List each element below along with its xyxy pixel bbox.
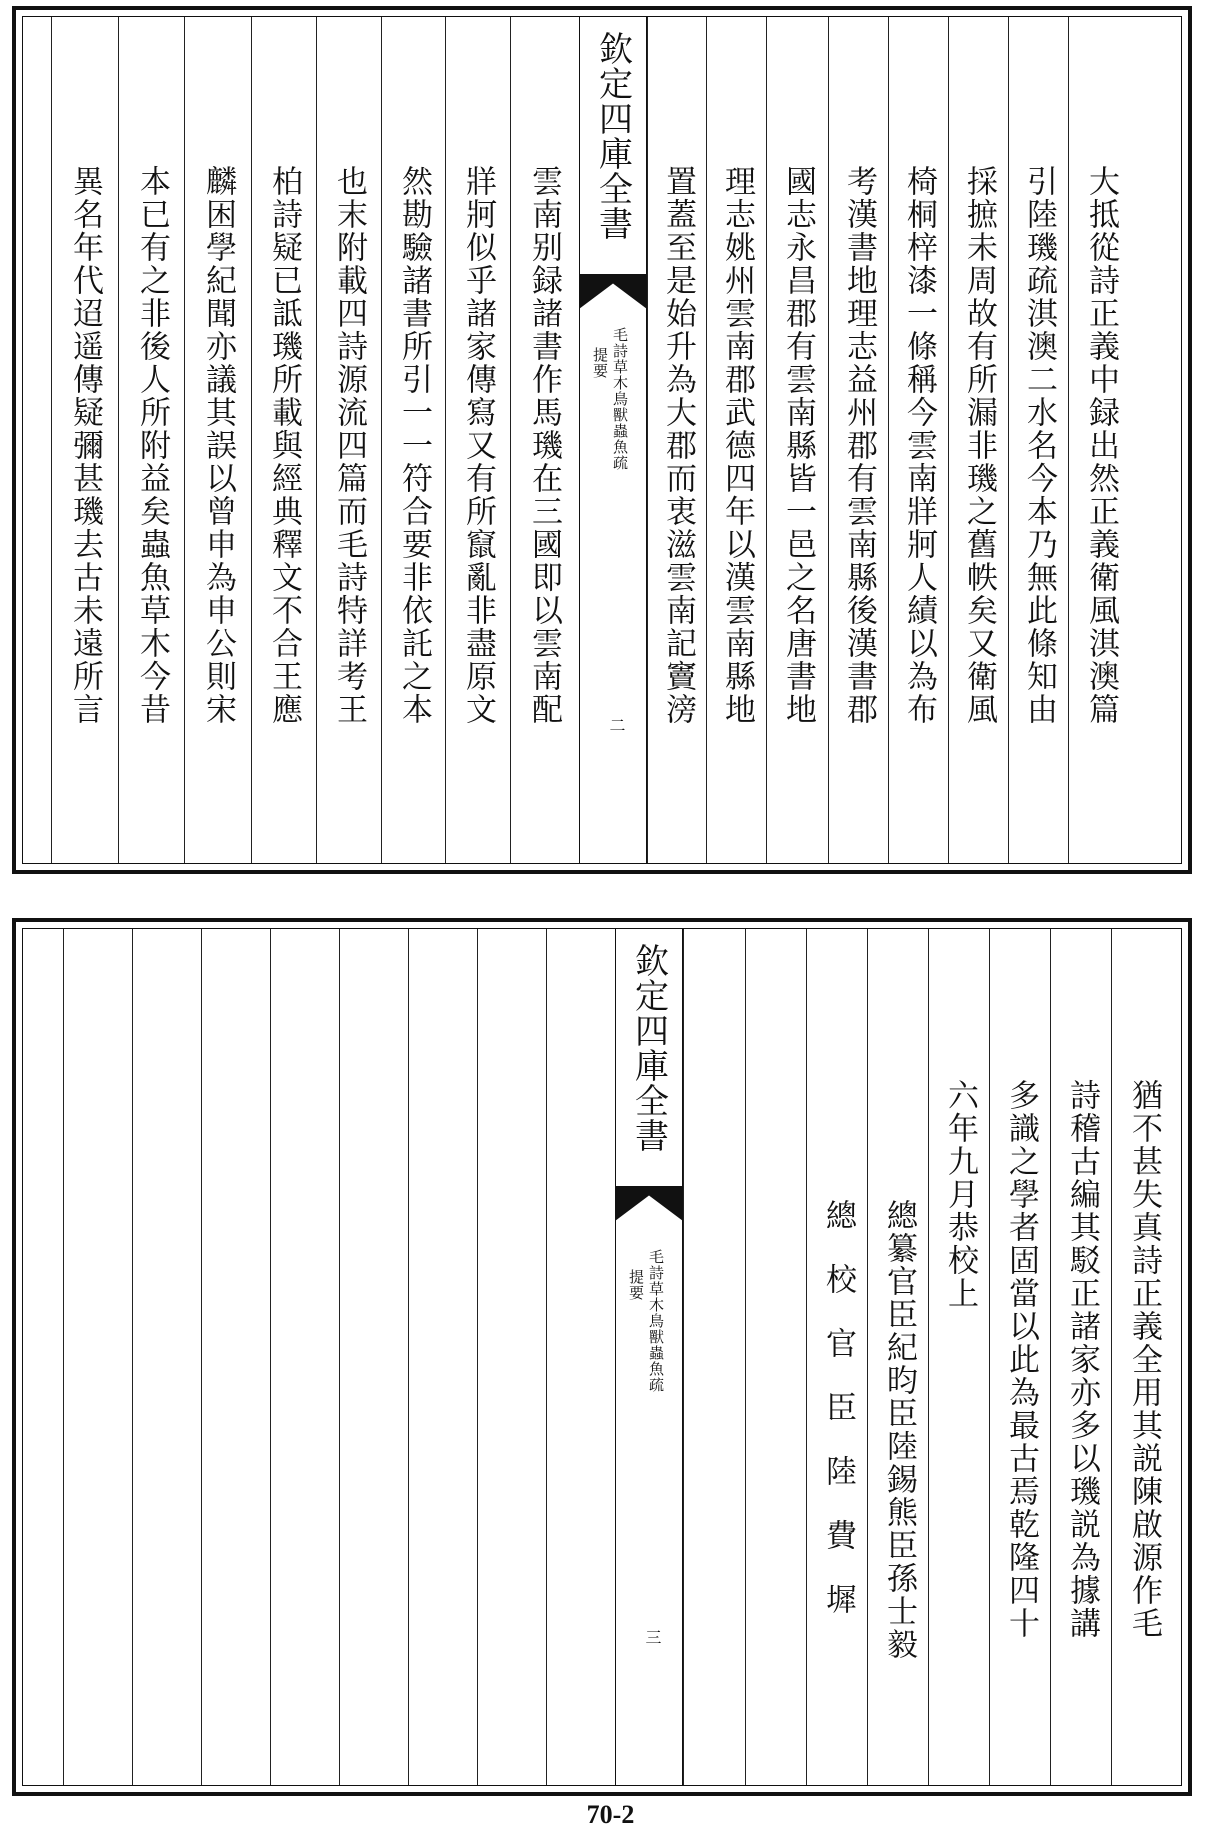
column-line — [766, 17, 829, 863]
folio-number: 二 — [607, 717, 626, 733]
column-line — [647, 17, 707, 863]
column-line — [63, 929, 133, 1785]
column-line — [989, 929, 1051, 1785]
text-column: 理志姚州雲南郡武德四年以漢雲南縣地 — [719, 165, 755, 726]
center-margin — [579, 17, 647, 863]
section-label: 提要 — [627, 1269, 645, 1301]
text-column: 猶不甚失真詩正義全用其説陳啟源作毛 — [1126, 1079, 1162, 1640]
column-line — [184, 17, 252, 863]
text-column: 柏詩疑已詆璣所載與經典釋文不合王應 — [266, 165, 302, 726]
text-column: 六年九月恭校上 — [942, 1079, 978, 1310]
column-line — [51, 17, 119, 863]
column-line — [477, 929, 547, 1785]
text-column: 雲南别録諸書作馬璣在三國即以雲南配 — [526, 165, 562, 726]
book-title-label: 毛詩草木鳥獸蟲魚疏 — [647, 1249, 665, 1393]
book-title-label: 毛詩草木鳥獸蟲魚疏 — [611, 327, 629, 471]
page-number: 70-2 — [586, 1800, 635, 1829]
column-line — [1008, 17, 1069, 863]
fish-tail-mark-icon — [615, 1187, 683, 1221]
text-column: 國志永昌郡有雲南縣皆一邑之名唐書地 — [780, 165, 816, 726]
column-line — [201, 929, 271, 1785]
text-column: 也末附載四詩源流四篇而毛詩特詳考王 — [331, 165, 367, 726]
text-column: 牂牁似乎諸家傳寫又有所竄亂非盡原文 — [460, 165, 496, 726]
bottom-page-frame — [22, 928, 1182, 1786]
top-page-frame — [22, 16, 1182, 864]
column-line — [445, 17, 511, 863]
book-series-title: 欽定四庫全書 — [580, 17, 646, 275]
column-line — [546, 929, 614, 1785]
text-column: 採摭未周故有所漏非璣之舊帙矣又衛風 — [961, 165, 997, 726]
column-line — [683, 929, 746, 1785]
text-column: 異名年代迢遥傳疑彌甚璣去古未遠所言 — [67, 165, 103, 726]
fish-tail-mark-icon — [579, 275, 647, 309]
text-column: 總纂官臣紀昀臣陸錫熊臣孫士毅 — [881, 1199, 917, 1661]
column-line — [828, 17, 889, 863]
bottom-page — [12, 918, 1192, 1796]
column-line — [270, 929, 340, 1785]
column-line — [251, 17, 317, 863]
text-column: 大抵從詩正義中録出然正義衛風淇澳篇 — [1083, 165, 1119, 726]
column-line — [706, 17, 767, 863]
column-line — [1050, 929, 1112, 1785]
column-line — [806, 929, 868, 1785]
text-column: 麟困學紀聞亦議其誤以曾申為申公則宋 — [200, 165, 236, 726]
text-column: 考漢書地理志益州郡有雲南縣後漢書郡 — [841, 165, 877, 726]
text-column: 然勘驗諸書所引一一符合要非依託之本 — [396, 165, 432, 726]
column-line — [888, 17, 949, 863]
top-page — [12, 6, 1192, 874]
column-line — [118, 17, 185, 863]
text-column: 置蓋至是始升為大郡而衷滋雲南記竇滂 — [660, 165, 696, 726]
section-label: 提要 — [591, 347, 609, 379]
column-line — [867, 929, 929, 1785]
text-column: 引陸璣疏淇澳二水名今本乃無此條知由 — [1021, 165, 1057, 726]
column-line — [408, 929, 478, 1785]
text-column: 本已有之非後人所附益矣蟲魚草木今昔 — [134, 165, 170, 726]
book-series-title: 欽定四庫全書 — [616, 929, 682, 1187]
center-margin — [615, 929, 683, 1785]
column-line — [1111, 929, 1176, 1785]
column-line — [510, 17, 578, 863]
column-line — [928, 929, 990, 1785]
column-line — [1068, 17, 1132, 863]
text-column: 總 校 官 臣 陸 費 墀 — [820, 1199, 856, 1615]
text-column: 詩稽古編其駁正諸家亦多以璣説為據講 — [1064, 1079, 1100, 1640]
column-line — [948, 17, 1009, 863]
column-line — [381, 17, 446, 863]
text-column: 椅桐梓漆一條稱今雲南牂牁人績以為布 — [901, 165, 937, 726]
folio-number: 三 — [643, 1629, 662, 1645]
column-line — [132, 929, 202, 1785]
column-line — [339, 929, 409, 1785]
text-column: 多識之學者固當以此為最古焉乾隆四十 — [1003, 1079, 1039, 1640]
column-line — [745, 929, 807, 1785]
column-line — [316, 17, 382, 863]
